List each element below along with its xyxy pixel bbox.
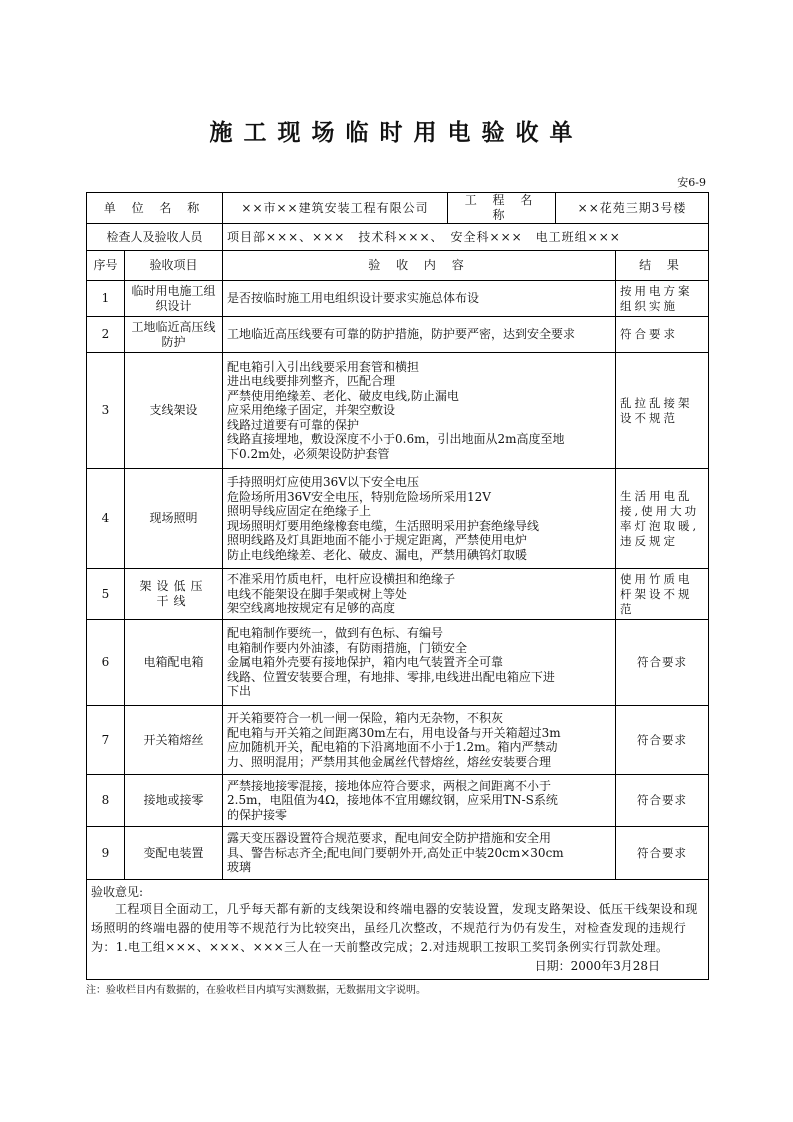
row-result: 符合要求 — [616, 317, 709, 353]
row-result: 符合要求 — [616, 620, 709, 706]
row-item: 现场照明 — [125, 469, 223, 569]
table-row — [87, 706, 709, 775]
row-item: 工地临近高压线防护 — [125, 317, 223, 353]
opinion-text: 工程项目全面动工，几乎每天都有新的支线架设和终端电器的安装设置，发现支路架设、低压干线架设和现场照明的终端电器的使用等不规范行为比较突出，虽经几次整改，不规范行为仍有发生，对检查发现的违规行为：1.电工组×××、×××、×××三人在一天前整改完成；2.对违规职工按职工奖罚条例实行罚款处理。 — [91, 902, 698, 954]
col-content-header: 验 收 内 容 — [223, 251, 616, 281]
column-header-row — [87, 251, 709, 281]
row-no: 2 — [87, 317, 125, 353]
row-item: 支线架设 — [125, 353, 223, 469]
table-row — [87, 469, 709, 569]
opinion-row — [87, 880, 709, 980]
project-value: ××花苑三期3号楼 — [556, 193, 709, 224]
row-item: 临时用电施工组织设计 — [125, 281, 223, 317]
row-content: 严禁接地接零混接，接地体应符合要求，两根之间距离不小于 2.5m，电阻值为4Ω，接地体不宜用螺纹钢，应采用TN-S系统 的保护接零 — [223, 775, 616, 827]
opinion-date: 日期：2000年3月28日 — [534, 959, 661, 973]
table-row — [87, 281, 709, 317]
table-row — [87, 317, 709, 353]
row-item: 变配电装置 — [125, 827, 223, 880]
table-row — [87, 353, 709, 469]
acceptance-opinion — [87, 880, 709, 980]
row-content: 开关箱要符合一机一闸一保险，箱内无杂物，不积灰 配电箱与开关箱之间距离30m左右，用电设备与开关箱超过3m 应加随机开关，配电箱的下沿离地面不小于1.2m。箱内严禁动 力、照明混用；严禁用其他金属丝代替熔丝，熔丝安装要合理 — [223, 706, 616, 775]
unit-label: 单 位 名 称 — [87, 193, 223, 224]
form-code: 安6-9 — [677, 176, 706, 189]
project-label: 工 程 名 称 — [448, 193, 556, 224]
row-content: 配电箱制作要统一，做到有色标、有编号 电箱制作要内外油漆，有防雨措施，门锁安全 金属电箱外壳要有接地保护，箱内电气装置齐全可靠 线路、位置安装要合理，有地排、零排,电线进出配电箱应下进 下出 — [223, 620, 616, 706]
row-result: 符合要求 — [616, 775, 709, 827]
row-content: 是否按临时施工用电组织设计要求实施总体布设 — [223, 281, 616, 317]
row-content: 配电箱引入引出线要采用套管和横担 进出电线要排列整齐，匹配合理 严禁使用绝缘差、老化、破皮电线,防止漏电 应采用绝缘子固定，并架空敷设 线路过道要有可靠的保护 线路直接埋地，敷设深度不小于0.6m，引出地面从2m高度至地 下0.2m处，必须架设防护套管 — [223, 353, 616, 469]
table-row — [87, 827, 709, 880]
row-content: 露天变压器设置符合规范要求，配电间安全防护措施和安全用 具、警告标志齐全;配电间门要朝外开,高处正中装20cm×30cm 玻璃 — [223, 827, 616, 880]
inspectors-label: 检查人及验收人员 — [87, 224, 223, 251]
row-no: 9 — [87, 827, 125, 880]
row-result: 乱拉乱接架设不规范 — [616, 353, 709, 469]
unit-value: ××市××建筑安装工程有限公司 — [223, 193, 448, 224]
row-no: 6 — [87, 620, 125, 706]
row-result: 生活用电乱接,使用大功率灯泡取暖,违反规定 — [616, 469, 709, 569]
row-result: 使用竹质电杆架设不规范 — [616, 569, 709, 620]
table-row — [87, 620, 709, 706]
col-no-header: 序号 — [87, 251, 125, 281]
table-row — [87, 569, 709, 620]
row-no: 1 — [87, 281, 125, 317]
row-no: 8 — [87, 775, 125, 827]
row-no: 3 — [87, 353, 125, 469]
footnote: 注：验收栏目内有数据的，在验收栏目内填写实测数据，无数据用文字说明。 — [86, 985, 426, 996]
row-item: 架设低压干线 — [125, 569, 223, 620]
opinion-label: 验收意见: — [91, 885, 144, 899]
row-content: 手持照明灯应使用36V以下安全电压 危险场所用36V安全电压，特别危险场所采用12V 照明导线应固定在绝缘子上 现场照明灯要用绝缘橡套电缆，生活照明采用护套绝缘导线 照明线路及灯具距地面不能小于规定距离，严禁使用电炉 防止电线绝缘差、老化、破皮、漏电，严禁用碘钨灯取暖 — [223, 469, 616, 569]
unit-row — [87, 193, 709, 224]
inspectors-value: 项目部×××、××× 技术科×××、 安全科××× 电工班组××× — [223, 224, 709, 251]
row-item: 接地或接零 — [125, 775, 223, 827]
page-title: 施工现场临时用电验收单 — [209, 120, 584, 146]
row-content: 工地临近高压线要有可靠的防护措施，防护要严密，达到安全要求 — [223, 317, 616, 353]
row-item: 电箱配电箱 — [125, 620, 223, 706]
inspectors-row — [87, 224, 709, 251]
row-item: 开关箱熔丝 — [125, 706, 223, 775]
row-no: 4 — [87, 469, 125, 569]
row-no: 7 — [87, 706, 125, 775]
row-no: 5 — [87, 569, 125, 620]
acceptance-form-table — [86, 192, 709, 980]
row-result: 符合要求 — [616, 706, 709, 775]
col-result-header: 结 果 — [616, 251, 709, 281]
row-result: 按用电方案组织实施 — [616, 281, 709, 317]
col-item-header: 验收项目 — [125, 251, 223, 281]
row-result: 符合要求 — [616, 827, 709, 880]
table-row — [87, 775, 709, 827]
row-content: 不准采用竹质电杆，电杆应设横担和绝缘子 电线不能架设在脚手架或树上等处 架空线离地按规定有足够的高度 — [223, 569, 616, 620]
